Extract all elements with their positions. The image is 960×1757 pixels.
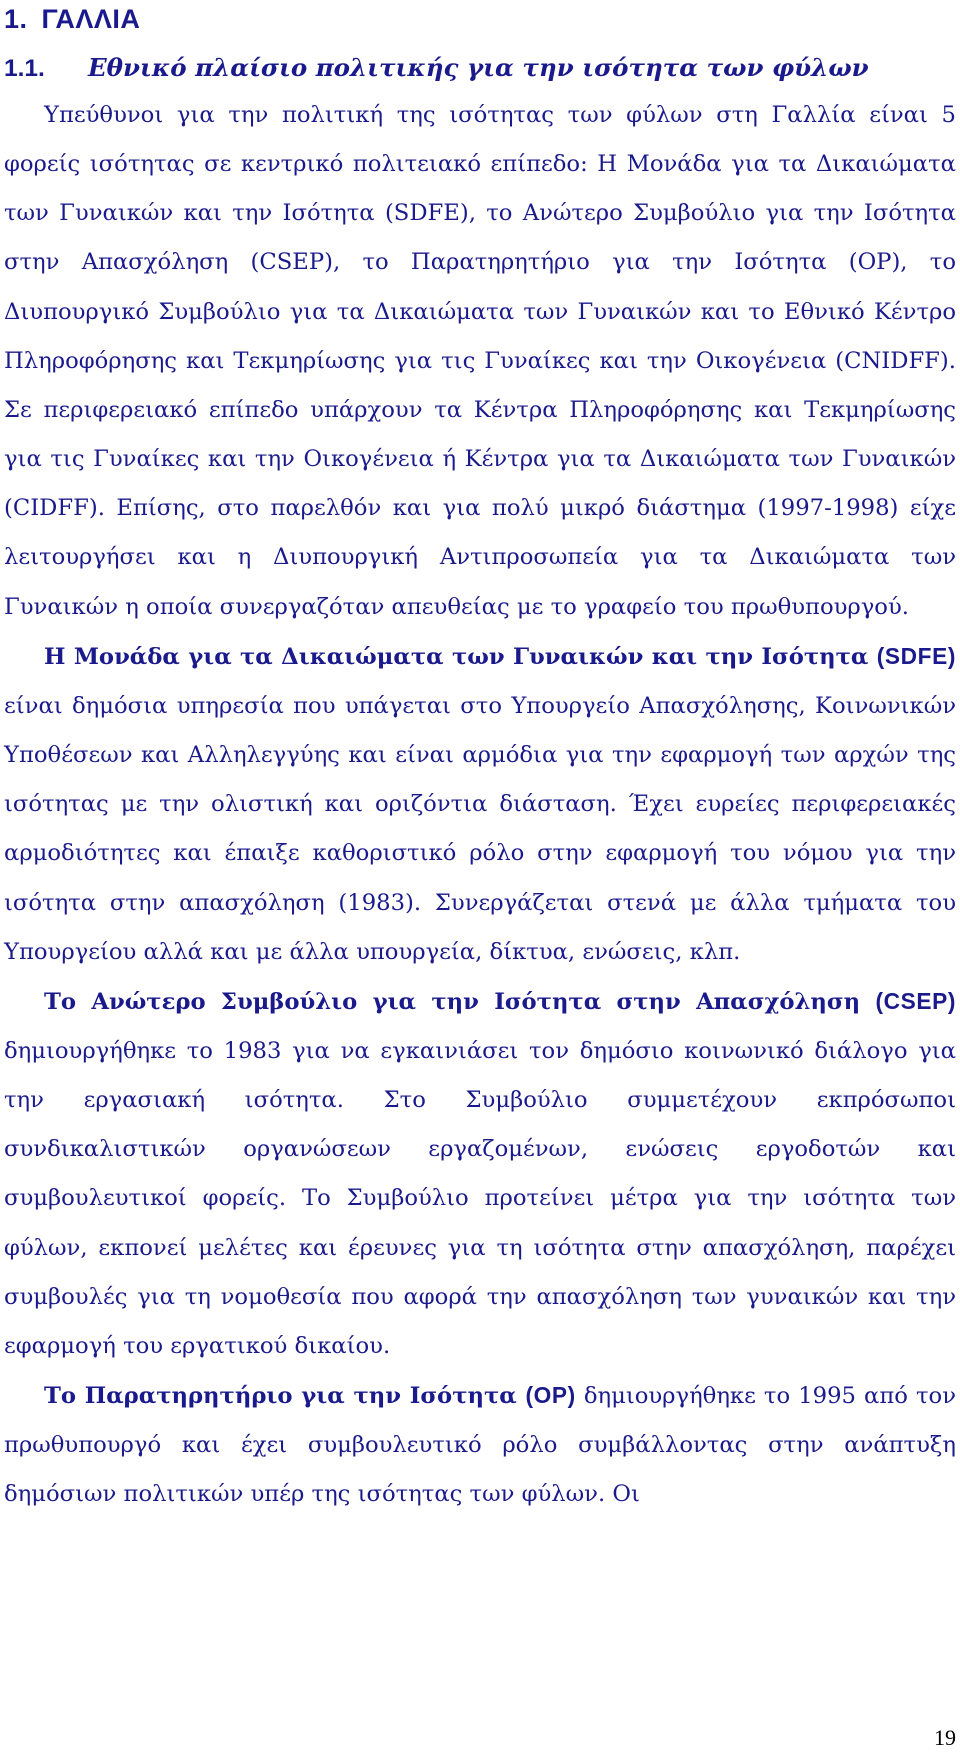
- paragraph-text: δημιουργήθηκε το 1995 από τον πρωθυπουργό και έχει συμβουλευτικό ρόλο συμβάλλοντας στην ανάπτυξη δημόσιων πολιτικών υπέρ της ισότητας των φύλων. Οι: [4, 1383, 956, 1508]
- paragraph-lead: [44, 989, 956, 1015]
- chapter-number: 1.: [4, 4, 28, 34]
- document-page: [4, 0, 956, 1520]
- paragraph-text: Υπεύθυνοι για την πολιτική της ισότητας των φύλων στη Γαλλία είναι 5 φορείς ισότητας σε κεντρικό πολιτειακό επίπεδο: Η Μονάδα για τα Δικαιώματα των Γυναικών και την Ισότητα (SDFE), το Ανώτερο Συμβούλιο για την Ισότητα στην Απασχόληση (CSEP), το Παρατηρητήριο για την Ισότητα (OP), το Διυπουργικό Συμβούλιο για τα Δικαιώματα των Γυναικών και το Εθνικό Κέντρο Πληροφόρησης και Τεκμηρίωσης για τις Γυναίκες και την Οικογένεια (CNIDFF). Σε περιφερειακό επίπεδο υπάρχουν τα Κέντρα Πληροφόρησης και Τεκμηρίωσης για τις Γυναίκες και την Οικογένεια ή Κέντρα για τα Δικαιώματα των Γυναικών (CIDFF). Επίσης, στο παρελθόν και για πολύ μικρό διάστημα (1997-1998) είχε λειτουργήσει και η Διυπουργική Αντιπροσωπεία για τα Δικαιώματα των Γυναικών η οποία συνεργαζόταν απευθείας με το γραφείο του πρωθυπουργού.: [4, 102, 956, 620]
- paragraph-op: [4, 1371, 956, 1519]
- paragraph-text: είναι δημόσια υπηρεσία που υπάγεται στο Υπουργείο Απασχόλησης, Κοινωνικών Υποθέσεων και Αλληλεγγύης και είναι αρμόδια για την εφαρμογή των αρχών της ισότητας με την ολιστική και οριζόντια διάσταση. Έχει ευρείες περιφερειακές αρμοδιότητες και έπαιξε καθοριστικό ρόλο στην εφαρμογή του νόμου για την ισότητα στην απασχόληση (1983). Συνεργάζεται στενά με άλλα τμήματα του Υπουργείου αλλά και με άλλα υπουργεία, δίκτυα, ενώσεις, κλπ.: [4, 692, 956, 965]
- chapter-title: ΓΑΛΛΙΑ: [41, 4, 141, 34]
- lead-title: Το Ανώτερο Συμβούλιο για την Ισότητα στην Απασχόληση: [44, 988, 861, 1015]
- lead-acronym: (OP): [525, 1382, 576, 1409]
- section-heading: [4, 50, 956, 87]
- chapter-heading: [4, 0, 956, 36]
- section-number: 1.1.: [4, 55, 45, 82]
- section-title: Εθνικό πλαίσιο πολιτικής για την ισότητα των φύλων: [88, 53, 869, 82]
- lead-title: Η Μονάδα για τα Δικαιώματα των Γυναικών και την Ισότητα: [44, 643, 869, 670]
- lead-title: Το Παρατηρητήριο για την Ισότητα: [44, 1383, 517, 1410]
- paragraph-text: δημιουργήθηκε το 1983 για να εγκαινιάσει τον δημόσιο κοινωνικό διάλογο για την εργασιακή ισότητα. Στο Συμβούλιο συμμετέχουν εκπρόσωποι συνδικαλιστικών οργανώσεων εργαζομένων, ενώσεις εργοδοτών και συμβουλευτικοί φορείς. Το Συμβούλιο προτείνει μέτρα για την ισότητα των φύλων, εκπονεί μελέτες και έρευνες για τη ισότητα στην απασχόληση, παρέχει συμβουλές για τη νομοθεσία που αφορά την απασχόληση των γυναικών και την εφαρμογή του εργατικού δικαίου.: [4, 1037, 956, 1359]
- paragraph-sdfe: [4, 632, 956, 977]
- paragraph-csep: [4, 977, 956, 1371]
- page-number: 19: [934, 1725, 956, 1750]
- lead-acronym: (CSEP): [875, 987, 956, 1014]
- lead-acronym: (SDFE): [876, 642, 956, 669]
- paragraph-overview: [4, 91, 956, 632]
- paragraph-lead: [44, 1383, 576, 1409]
- paragraph-lead: [44, 644, 956, 670]
